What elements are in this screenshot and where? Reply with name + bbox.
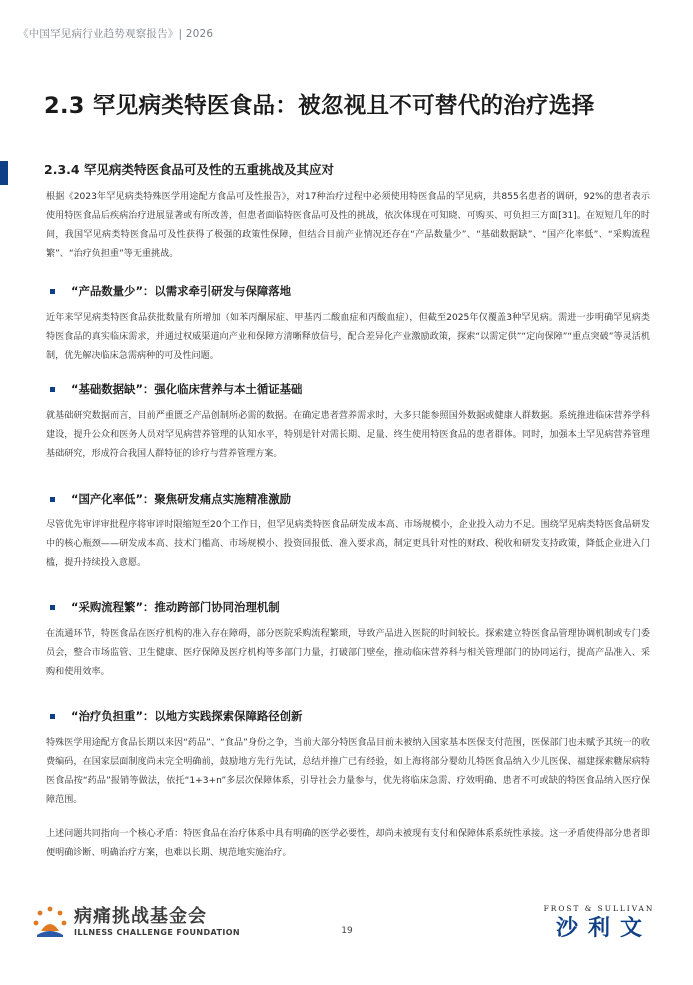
conclusion-paragraph: 上述问题共同指向一个核心矛盾：特医食品在治疗体系中具有明确的医学必要性，却尚未被现有支付和保障体系系统性承接。这一矛盾使得部分患者即便明确诊断、明确治疗方案，也难以长期、规范地实施治疗。	[46, 829, 650, 858]
challenge-heading-1	[46, 283, 291, 299]
section-title: 2.3.4 罕见病类特医食品可及性的五重挑战及其应对	[44, 162, 334, 177]
challenge-heading-3	[46, 491, 291, 507]
challenge-heading-text: “产品数量少”：以需求牵引研发与保障落地	[71, 284, 292, 298]
challenge-body-3: 尽管优先审评审批程序将审评时限缩短至20个工作日，但罕见病类特医食品研发成本高、市场规模小，企业投入动力不足。围绕罕见病类特医食品研发中的核心瓶颈——研发成本高、技术门槛高、市场规模小、投资回报低、准入要求高，制定更具针对性的财政、税收和研发支持政策，降低企业进入门槛，提升持续投入意愿。	[46, 520, 650, 568]
challenge-heading-5	[46, 708, 302, 724]
bullet-icon	[50, 605, 55, 610]
foundation-name-en: ILLNESS CHALLENGE FOUNDATION	[74, 928, 241, 937]
challenge-body-1: 近年来罕见病类特医食品获批数量有所增加（如苯丙酮尿症、甲基丙二酸血症和丙酸血症），但截至2025年仅覆盖3种罕见病。需进一步明确罕见病类特医食品的真实临床需求，并通过权威渠道向产业和保障方清晰释放信号，配合差异化产业激励政策，探索“以需定供”“定向保障”“重点突破”等灵活机制，优先解决临床急需病种的可及性问题。	[46, 313, 650, 361]
challenge-heading-4	[46, 599, 280, 615]
bullet-icon	[50, 714, 55, 719]
report-header: 《中国罕见病行业趋势观察报告》| 2026	[18, 28, 214, 40]
foundation-name-cn: 病痛挑战基金会	[74, 906, 207, 927]
page-title: 2.3 罕见病类特医食品：被忽视且不可替代的治疗选择	[44, 93, 595, 119]
challenge-body-4: 在流通环节，特医食品在医疗机构的准入存在障碍，部分医院采购流程繁琐，导致产品进入医院的时间较长。探索建立特医食品管理协调机制或专门委员会，整合市场监管、卫生健康、医疗保障及医疗机构等多部门力量，打破部门壁垒，推动临床营养科与相关管理部门的协同运行，提高产品准入、采购和使用效率。	[46, 629, 650, 677]
challenge-body-5: 特殊医学用途配方食品长期以来因“药品”、“食品”身份之争，当前大部分特医食品目前未被纳入国家基本医保支付范围，医保部门也未赋予其统一的收费编码，在国家层面制度尚未完全明确前，鼓励地方先行先试，总结并推广已有经验，如上海将部分婴幼儿特医食品纳入少儿医保、福建探索糖尿病特医食品按“药品”报销等做法，依托“1+3+n”多层次保障体系，引导社会力量参与，优先将临床急需、疗效明确、患者不可或缺的特医食品纳入医疗保障范围。	[46, 738, 650, 805]
challenge-heading-text: “基础数据缺”：强化临床营养与本土循证基础	[71, 382, 303, 396]
foundation-sun-icon	[32, 905, 68, 941]
bullet-icon	[50, 387, 55, 392]
bullet-icon	[50, 497, 55, 502]
section-accent-bar	[0, 161, 8, 185]
challenge-heading-text: “国产化率低”：聚焦研发痛点实施精准激励	[71, 492, 292, 506]
page-number: 19	[341, 926, 353, 936]
challenge-heading-text: “采购流程繁”：推动跨部门协同治理机制	[71, 600, 280, 614]
challenge-heading-2	[46, 381, 302, 397]
frost-sullivan-logo	[538, 904, 660, 943]
bullet-icon	[50, 289, 55, 294]
challenge-heading-text: “治疗负担重”：以地方实践探索保障路径创新	[71, 709, 303, 723]
intro-paragraph: 根据《2023年罕见病类特殊医学用途配方食品可及性报告》，对17种治疗过程中必须使用特医食品的罕见病，共855名患者的调研，92%的患者表示使用特医食品后疾病治疗进展显著或有所改善，但患者面临特医食品可及性的挑战，依次体现在可知晓、可购买、可负担三方面[31]。在短短几年的时间，我国罕见病类特医食品可及性获得了极强的政策性保障，但结合目前产业情况还存在“产品数量少”、“基础数据缺”、“国产化率低”、“采购流程繁”、“治疗负担重”等无重挑战。	[46, 192, 650, 259]
challenge-body-2: 就基础研究数据而言，目前严重匮乏产品创制所必需的数据。在确定患者营养需求时，大多只能参照国外数据或健康人群数据。系统推进临床营养学科建设，提升公众和医务人员对罕见病营养管理的认知水平，特别是针对需长期、足量、终生使用特医食品的患者群体。同时，加强本土罕见病营养管理基础研究，形成符合我国人群特征的诊疗与营养管理方案。	[46, 411, 650, 459]
frost-sullivan-name-en: FROST & SULLIVAN	[543, 904, 655, 913]
illness-challenge-foundation-logo	[32, 905, 240, 941]
frost-sullivan-name-cn: 沙利文	[555, 916, 652, 941]
